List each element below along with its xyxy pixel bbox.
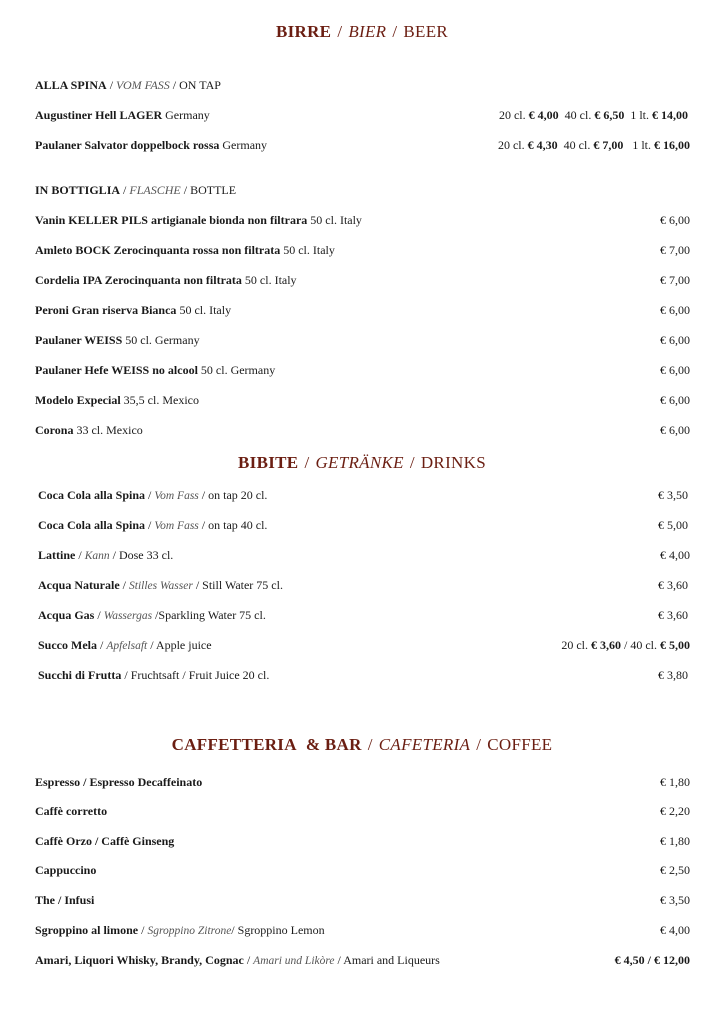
- menu-item: Vanin KELLER PILS artigianale bionda non filtrara 50 cl. Italy € 6,00: [35, 213, 690, 227]
- menu-item: Modelo Expecial 35,5 cl. Mexico € 6,00: [35, 393, 690, 407]
- menu-item: Peroni Gran riserva Bianca 50 cl. Italy € 6,00: [35, 303, 690, 317]
- menu-item: Paulaner WEISS 50 cl. Germany € 6,00: [35, 333, 690, 347]
- menu-item: Amleto BOCK Zerocinquanta rossa non filtrata 50 cl. Italy € 7,00: [35, 243, 690, 257]
- menu-item: Succhi di Frutta / Fruchtsaft / Fruit Juice 20 cl. € 3,80: [38, 668, 688, 682]
- menu-item: Acqua Gas / Wassergas /Sparkling Water 75 cl. € 3,60: [38, 608, 688, 622]
- bottle-subheading: IN BOTTIGLIA / FLASCHE / BOTTLE: [35, 183, 237, 197]
- menu-item: Amari, Liquori Whisky, Brandy, Cognac / Amari und Likòre / Amari and Liqueurs € 4,50 / € 12,00: [35, 953, 690, 967]
- coffee-heading: CAFFETTERIA & BAR / CAFETERIA / COFFEE: [171, 735, 553, 754]
- menu-item: Succo Mela / Apfelsaft / Apple juice 20 cl. € 3,60 / 40 cl. € 5,00: [38, 638, 690, 652]
- menu-item: Caffè Orzo / Caffè Ginseng € 1,80: [35, 834, 690, 848]
- beer-heading: BIRRE / BIER / BEER: [275, 22, 449, 41]
- tap-subheading: ALLA SPINA / VOM FASS / ON TAP: [35, 78, 221, 92]
- menu-item: The / Infusi € 3,50: [35, 893, 690, 907]
- menu-item: Cordelia IPA Zerocinquanta non filtrata 50 cl. Italy € 7,00: [35, 273, 690, 287]
- menu-item: Lattine / Kann / Dose 33 cl. € 4,00: [38, 548, 690, 562]
- drinks-heading: BIBITE / GETRÄNKE / DRINKS: [238, 453, 486, 472]
- menu-item: Caffè corretto € 2,20: [35, 804, 690, 818]
- menu-item: Augustiner Hell LAGER Germany 20 cl. € 4,00 40 cl. € 6,50 1 lt. € 14,00: [35, 108, 688, 122]
- menu-item: Coca Cola alla Spina / Vom Fass / on tap 40 cl. € 5,00: [38, 518, 688, 532]
- menu-item: Cappuccino € 2,50: [35, 863, 690, 877]
- menu-item: Sgroppino al limone / Sgroppino Zitrone/ Sgroppino Lemon € 4,00: [35, 923, 690, 937]
- menu-item: Paulaner Salvator doppelbock rossa Germany 20 cl. € 4,30 40 cl. € 7,00 1 lt. € 16,00: [35, 138, 690, 152]
- menu-item: Coca Cola alla Spina / Vom Fass / on tap 20 cl. € 3,50: [38, 488, 688, 502]
- menu-item: Acqua Naturale / Stilles Wasser / Still Water 75 cl. € 3,60: [38, 578, 688, 592]
- menu-item: Paulaner Hefe WEISS no alcool 50 cl. Germany € 6,00: [35, 363, 690, 377]
- menu-item: Espresso / Espresso Decaffeinato € 1,80: [35, 775, 690, 789]
- menu-item: Corona 33 cl. Mexico € 6,00: [35, 423, 690, 437]
